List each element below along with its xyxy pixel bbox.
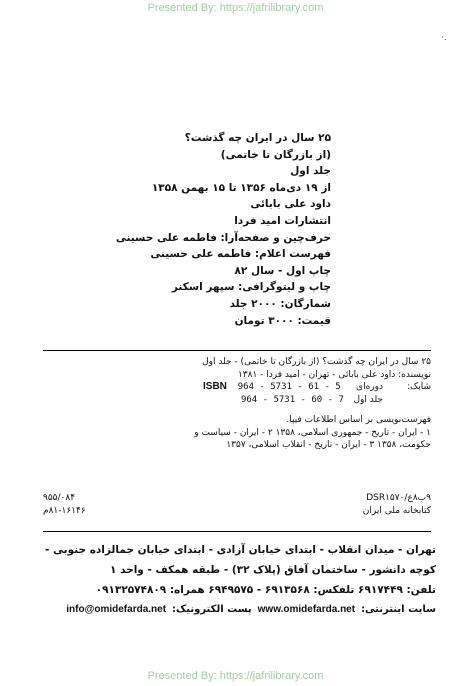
address-line-2: کوچه دانشور - ساختمان آفاق (پلاک ۳۲) - طبقه همکف - واحد ۱: [110, 564, 436, 576]
volume-label: جلد اول: [290, 165, 331, 178]
email-link[interactable]: info@omidefarda.net: [66, 604, 167, 615]
address-line-1: تهران - میدان انقلاب - ابتدای خیابان آزادی - ابتدای خیابان جمالزاده جنوبی -: [45, 544, 436, 556]
book-title: ۲۵ سال در ایران چه گذشت؟: [184, 132, 331, 144]
publisher-address: [36, 540, 436, 620]
classification-block: [43, 492, 431, 517]
cataloging-block: [43, 350, 431, 532]
natlib-row: [43, 505, 431, 518]
classification-row: [43, 492, 431, 505]
lc-number: ۹ب۸ع/DSR۱۵۷۰: [366, 493, 431, 503]
subject-line-2: حکومت، ۱۳۵۸ ۳ - ایران - تاریخ - انقلاب اسلامی، ۱۳۵۷: [226, 440, 431, 450]
fipa-note: فهرست‌نویسی بر اساس اطلاعات فیپا.: [286, 415, 431, 425]
phone-line: تلفن: ۶۹۱۷۴۴۹ تلفکس: ۶۹۱۳۵۶۸ - ۶۹۴۹۵۷۵ همراه: ۰۹۱۳۲۵۷۴۸۰۹: [95, 584, 436, 596]
natlib-label: کتابخانه ملی ایران: [362, 505, 431, 516]
watermark-bottom: Presented By: https://jafrilibrary.com: [147, 670, 324, 682]
isbn-set-value: [203, 381, 341, 394]
index-credit: فهرست اعلام: فاطمه علی حسینی: [150, 248, 331, 261]
cip-author-line: نویسنده: داود علی بابائی - تهران - امید فردا - ۱۳۸۱: [237, 369, 431, 380]
isbn-row-set: [43, 381, 431, 394]
typesetting-credit: حرف‌چین و صفحه‌آرا: فاطمه علی حسینی: [115, 231, 331, 244]
isbn-vol1-number: 964 - 5731 - 60 - 7: [240, 394, 344, 405]
isbn-label: ISBN: [203, 381, 227, 392]
set-label: دوره‌ای: [356, 382, 383, 392]
colophon-block: [71, 130, 331, 329]
watermark-top: Presented By: https://jafrilibrary.com: [147, 2, 324, 14]
scan-speck: ·.: [441, 33, 447, 43]
isbn-set-number: 964 - 5731 - 61 - 5: [237, 382, 341, 392]
period-line: از ۱۹ دی‌ماه ۱۳۵۶ تا ۱۵ بهمن ۱۳۵۸: [151, 181, 331, 194]
vol1-label: جلد اول: [353, 394, 383, 405]
isbn-row-vol1: [43, 394, 431, 407]
author-name: داود علی بابائی: [250, 198, 331, 211]
subject-line-1: ۱ - ایران - تاریخ - جمهوری اسلامی، ۱۳۵۸ ۲ - ایران - سیاست و: [194, 427, 431, 438]
web-contact-row: [36, 600, 436, 620]
email-label: پست الکترونیک:: [172, 604, 252, 615]
natlib-number: ۸۱-۱۶۱۴۶م: [43, 505, 86, 516]
circulation-line: شمارگان: ۲۰۰۰ جلد: [229, 297, 331, 310]
site-label: سایت اینترنتی:: [361, 604, 436, 615]
printing-credit: چاپ و لیتوگرافی: سپهر اسکنر: [171, 281, 331, 294]
isbn-vol1-value: [203, 394, 344, 407]
shabak-label: شابک:: [407, 382, 431, 392]
dewey-number: ۹۵۵/۰۸۴: [43, 493, 76, 503]
book-subtitle: (از بازرگان تا خاتمی): [220, 148, 331, 161]
cip-title-line: ۲۵ سال در ایران چه گذشت؟ (از بازرگان تا خاتمی) - جلد اول: [202, 357, 431, 367]
edition-line: چاپ اول - سال ۸۲: [234, 264, 331, 277]
price-line: قیمت: ۳۰۰۰ تومان: [234, 314, 331, 327]
website-link[interactable]: www.omidefarda.net: [257, 604, 356, 615]
publisher-name: انتشارات امید فردا: [234, 214, 331, 227]
